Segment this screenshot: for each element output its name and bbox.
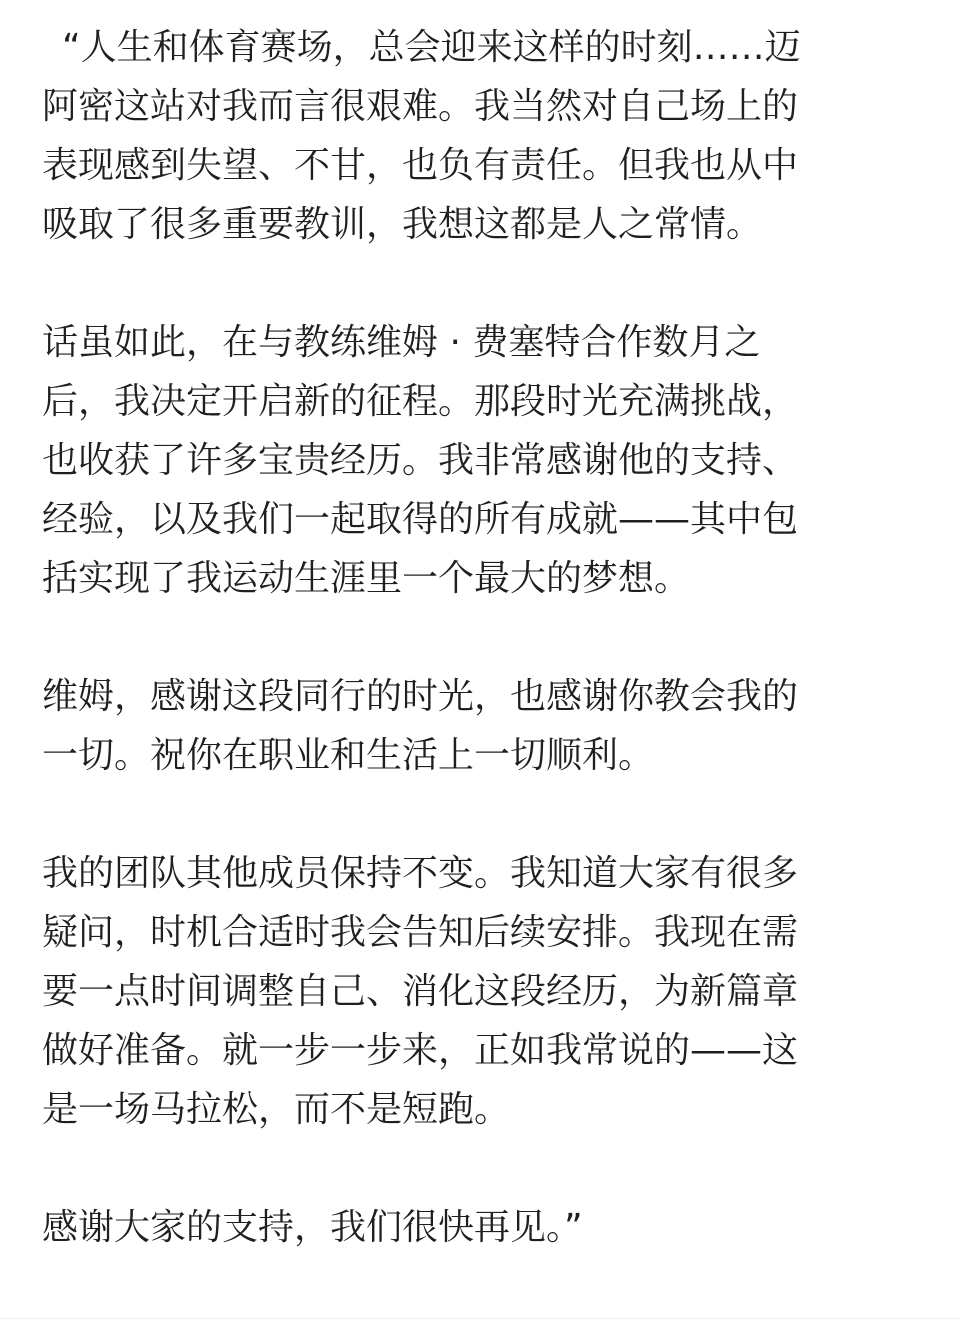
text-line: 我的团队其他成员保持不变。我知道大家有很多 (42, 853, 799, 894)
text-line: 也收获了许多宝贵经历。我非常感谢他的支持、 (42, 440, 799, 481)
text-line: 吸取了很多重要教训，我想这都是人之常情。 (42, 204, 763, 245)
text-line: 一切。祝你在职业和生活上一切顺利。 (42, 735, 655, 776)
bottom-divider (0, 1318, 960, 1319)
text-line: 后，我决定开启新的征程。那段时光充满挑战， (42, 381, 799, 422)
article-body (42, 18, 912, 1316)
paragraph-5 (42, 1198, 912, 1257)
text-line: 表现感到失望、不甘，也负有责任。但我也从中 (42, 145, 799, 186)
paragraph-1 (42, 18, 912, 254)
text-line: 维姆，感谢这段同行的时光，也感谢你教会我的 (42, 676, 799, 717)
text-line: 经验，以及我们一起取得的所有成就——其中包 (42, 499, 799, 540)
paragraph-3 (42, 667, 912, 785)
text-line: 括实现了我运动生涯里一个最大的梦想。 (42, 558, 691, 599)
paragraph-4 (42, 844, 912, 1139)
text-line: 是一场马拉松，而不是短跑。 (42, 1089, 511, 1130)
text-line: 要一点时间调整自己、消化这段经历，为新篇章 (42, 971, 799, 1012)
paragraph-2 (42, 313, 912, 608)
text-line: 疑问，时机合适时我会告知后续安排。我现在需 (42, 912, 799, 953)
text-line: 话虽如此，在与教练维姆 · 费塞特合作数月之 (42, 322, 761, 363)
text-line: 做好准备。就一步一步来，正如我常说的——这 (42, 1030, 799, 1071)
text-line: “人生和体育赛场，总会迎来这样的时刻……迈 (62, 27, 801, 68)
text-line: 感谢大家的支持，我们很快再见。” (42, 1207, 583, 1248)
text-line: 阿密这站对我而言很艰难。我当然对自己场上的 (42, 86, 799, 127)
